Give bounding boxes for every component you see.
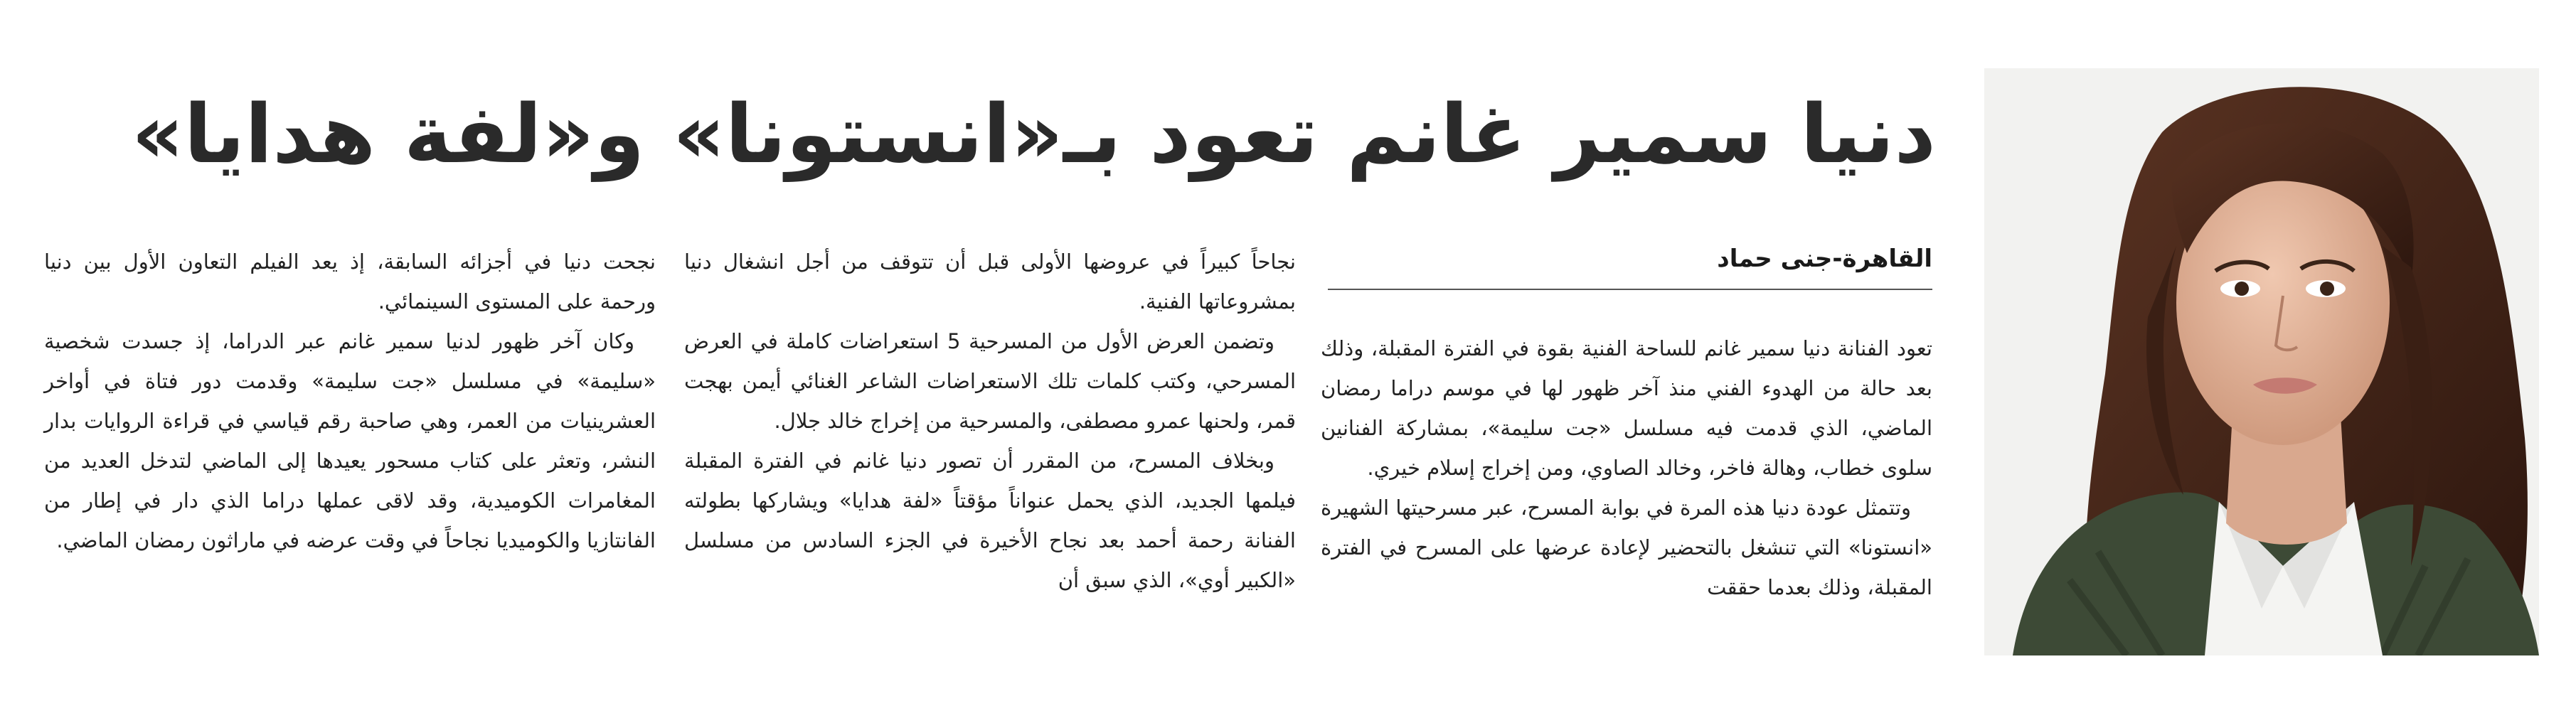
article-byline: القاهرة-جنى حماد xyxy=(1328,240,1932,290)
article-column-3 xyxy=(44,242,656,560)
article-column-1 xyxy=(1321,328,1932,607)
paragraph: نجاحاً كبيراً في عروضها الأولى قبل أن تتوقف من أجل انشغال دنيا بمشروعاتها الفنية. xyxy=(684,250,1296,314)
article-headline: دنيا سمير غانم تعود بـ«انستونا» و«لفة هدايا» xyxy=(131,87,1936,181)
portrait-illustration xyxy=(1984,68,2539,655)
paragraph: وتتمثل عودة دنيا هذه المرة في بوابة المسرح، عبر مسرحيتها الشهيرة «انستونا» التي تنشغل بالتحضير لإعادة عرضها على المسرح في الفترة المقبلة، وذلك بعدما حققت xyxy=(1321,496,1932,599)
paragraph: وبخلاف المسرح، من المقرر أن تصور دنيا غانم في الفترة المقبلة فيلمها الجديد، الذي يحمل عنواناً مؤقتاً «لفة هدايا» ويشاركها بطولته الفنانة رحمة أحمد بعد نجاح الأخيرة في الجزء السادس من مسلسل «الكبير أوي»، الذي سبق أن xyxy=(684,449,1296,592)
paragraph: نجحت دنيا في أجزائه السابقة، إذ يعد الفيلم التعاون الأول بين دنيا ورحمة على المستوى السينمائي. xyxy=(44,250,656,314)
article-column-2 xyxy=(684,242,1296,600)
portrait-photo xyxy=(1984,68,2539,655)
paragraph: وكان آخر ظهور لدنيا سمير غانم عبر الدراما، إذ جسدت شخصية «سليمة» في مسلسل «جت سليمة» وقدمت دور فتاة في أواخر العشرينيات من العمر، وهي صاحبة رقم قياسي في قراءة الروايات بدار النشر، وتعثر على كتاب مسحور يعيدها إلى الماضي لتدخل العديد من المغامرات الكوميدية، وقد لاقى عملها دراما الذي دار في إطار من الفانتازيا والكوميديا نجاحاً في وقت عرضه في ماراثون رمضان الماضي. xyxy=(44,329,656,552)
paragraph: وتضمن العرض الأول من المسرحية 5 استعراضات كاملة في العرض المسرحي، وكتب كلمات تلك الاستعراضات الشاعر الغنائي أيمن بهجت قمر، ولحنها عمرو مصطفى، والمسرحية من إخراج خالد جلال. xyxy=(684,329,1296,433)
paragraph: تعود الفنانة دنيا سمير غانم للساحة الفنية بقوة في الفترة المقبلة، وذلك بعد حالة من الهدوء الفني منذ آخر ظهور لها في موسم دراما رمضان الماضي، الذي قدمت فيه مسلسل «جت سليمة»، بمشاركة الفنانين سلوى خطاب، وهالة فاخر، وخالد الصاوي، ومن إخراج إسلام خيري. xyxy=(1321,336,1932,480)
